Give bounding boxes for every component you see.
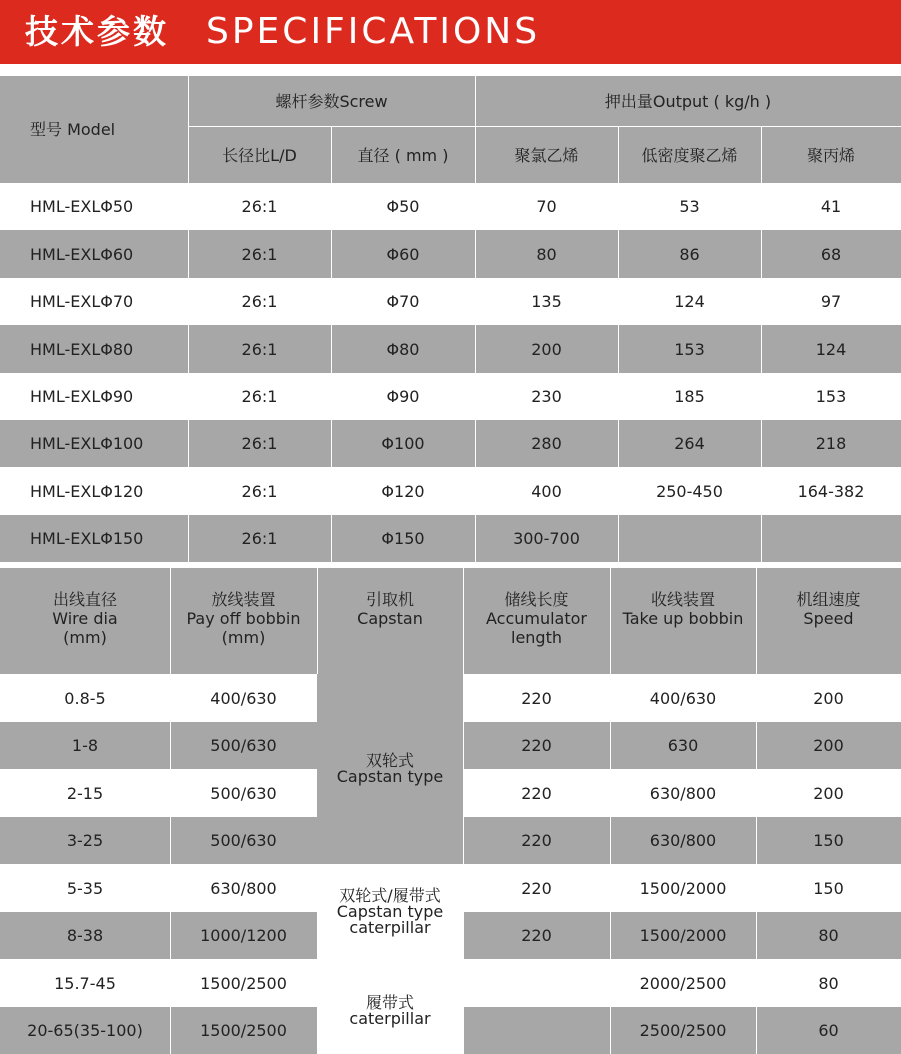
table2-header-line: Accumulator — [485, 609, 587, 628]
table2-cell: 630/800 — [649, 783, 717, 803]
table2-cell: 1500/2500 — [200, 973, 287, 993]
table2-header-line: (mm) — [221, 628, 266, 647]
table1-cell: 153 — [674, 339, 705, 359]
table2-cell: 3-25 — [66, 831, 104, 850]
table1-cell: 164-382 — [797, 481, 865, 501]
sub-header: 聚氯乙烯 — [514, 145, 579, 165]
divider — [756, 817, 757, 864]
table2-cell: 500/630 — [210, 783, 277, 803]
capstan-type-cell-line: Capstan type — [336, 767, 444, 786]
capstan-type-cell — [317, 674, 463, 864]
table2-cell: 400/630 — [649, 688, 717, 708]
table2-cell: 630/800 — [210, 878, 277, 898]
table2-cell: 220 — [521, 878, 552, 898]
table1-cell: 218 — [815, 434, 847, 453]
table2-header — [756, 568, 901, 674]
screw-header: 螺杆参数Screw — [275, 91, 388, 111]
title-zh: 技术参数 — [25, 12, 169, 51]
table1-cell: HML-EXLΦ120 — [30, 481, 144, 501]
table1-cell: HML-EXLΦ60 — [30, 244, 134, 264]
table2-cell — [463, 1007, 610, 1054]
table1-cell: 280 — [531, 434, 562, 453]
table2-header-line: Pay off bobbin — [186, 609, 301, 628]
table1-cell: Φ80 — [386, 339, 420, 359]
table1-cell: 86 — [679, 244, 700, 264]
divider — [610, 912, 611, 959]
divider — [756, 1007, 757, 1054]
capstan-type-cell-line: caterpillar — [349, 1009, 431, 1028]
table2-cell: 20-65(35-100) — [27, 1021, 143, 1040]
table1-cell: 97 — [820, 292, 842, 311]
table2-cell: 220 — [521, 688, 552, 708]
table2-header-line: length — [511, 628, 562, 647]
table1-cell: Φ90 — [386, 387, 420, 406]
divider — [618, 420, 619, 467]
divider — [618, 325, 619, 373]
sub-header: 直径 ( mm ) — [357, 145, 449, 165]
table2-cell: 1000/1200 — [200, 926, 287, 945]
table2-cell: 220 — [521, 926, 552, 945]
table2-cell: 200 — [813, 783, 844, 803]
table2-header — [610, 568, 756, 674]
table2-cell: 220 — [521, 783, 552, 803]
divider — [618, 127, 619, 183]
table2-header-line: 储线长度 — [504, 590, 569, 609]
divider — [761, 420, 762, 467]
table2-header-line: 放线装置 — [211, 590, 276, 609]
capstan-type-cell — [317, 864, 463, 959]
table2-cell: 2000/2500 — [639, 973, 727, 993]
divider — [463, 568, 464, 674]
table1-cell: 26:1 — [241, 292, 278, 311]
divider — [463, 817, 464, 864]
table1-cell: HML-EXLΦ150 — [30, 529, 144, 548]
table1-cell — [618, 515, 761, 562]
table2-cell: 60 — [818, 1021, 839, 1040]
capstan-type-cell — [317, 959, 463, 1054]
table1-cell: 26:1 — [241, 481, 278, 501]
table2-header-line: Capstan — [357, 609, 423, 628]
table1-cell: 68 — [820, 244, 842, 264]
table1-cell: Φ60 — [386, 244, 420, 264]
table1-cell: 124 — [815, 339, 847, 359]
divider — [475, 420, 476, 467]
table1-cell: HML-EXLΦ80 — [30, 339, 134, 359]
table1-cell: 200 — [531, 339, 562, 359]
table1-cell: HML-EXLΦ90 — [30, 387, 134, 406]
table2-header — [0, 568, 170, 674]
divider — [610, 817, 611, 864]
table1-cell: 135 — [531, 292, 562, 311]
capstan-type-cell-line: 履带式 — [365, 993, 414, 1012]
table2-cell — [463, 959, 610, 1007]
divider — [756, 912, 757, 959]
table1-cell: 70 — [536, 197, 557, 216]
divider — [610, 1007, 611, 1054]
table1-cell: HML-EXLΦ70 — [30, 292, 134, 311]
output-header: 押出量Output ( kg/h ) — [604, 91, 772, 111]
table1-cell: 26:1 — [241, 244, 278, 264]
divider — [188, 76, 189, 183]
divider — [756, 568, 757, 674]
table1-cell: 185 — [674, 387, 705, 406]
table2-cell: 1500/2500 — [200, 1021, 287, 1040]
divider — [170, 912, 171, 959]
table2-cell: 0.8-5 — [64, 688, 106, 708]
table2-cell: 400/630 — [210, 688, 277, 708]
divider — [317, 568, 318, 674]
capstan-type-cell-line: Capstan type — [336, 901, 444, 921]
table2-header-line: 机组速度 — [796, 590, 861, 609]
capstan-type-cell-line: caterpillar — [349, 917, 431, 937]
sub-header: 低密度聚乙烯 — [641, 145, 738, 165]
table2-cell: 500/630 — [210, 736, 277, 755]
table2-cell: 80 — [818, 973, 839, 993]
table2-cell: 630/800 — [649, 831, 717, 850]
divider — [463, 912, 464, 959]
table1-cell: 124 — [674, 292, 705, 311]
table2-cell: 5-35 — [66, 878, 104, 898]
divider — [475, 515, 476, 562]
table1-cell: 80 — [536, 244, 557, 264]
table1-cell: 153 — [815, 387, 847, 406]
divider — [331, 515, 332, 562]
table1-cell: 41 — [820, 197, 842, 216]
table1-cell: Φ150 — [381, 529, 425, 548]
table1-cell: 400 — [531, 481, 562, 501]
divider — [170, 817, 171, 864]
divider — [761, 127, 762, 183]
table1-cell: 26:1 — [241, 339, 278, 359]
table2-cell: 8-38 — [66, 926, 104, 945]
divider — [756, 722, 757, 769]
table1-cell: Φ50 — [386, 197, 420, 216]
divider — [331, 420, 332, 467]
table2-header-line: Speed — [803, 609, 854, 628]
divider — [761, 325, 762, 373]
table1-cell: Φ100 — [381, 434, 425, 453]
table1-cell: 26:1 — [241, 529, 278, 548]
capstan-type-cell-line: 双轮式 — [365, 751, 414, 770]
table2-header — [170, 568, 317, 674]
table2-cell: 500/630 — [210, 831, 277, 850]
sub-header: 长径比L/D — [222, 145, 297, 165]
table2-header-line: 引取机 — [365, 590, 414, 609]
table1-cell: HML-EXLΦ100 — [30, 434, 144, 453]
divider — [170, 722, 171, 769]
table2-cell: 150 — [813, 831, 844, 850]
divider — [463, 722, 464, 769]
table1-cell: 26:1 — [241, 197, 278, 216]
model-header: 型号 Model — [30, 120, 116, 139]
table2-header — [463, 568, 610, 674]
divider — [475, 325, 476, 373]
divider — [331, 230, 332, 278]
divider — [475, 230, 476, 278]
divider — [331, 325, 332, 373]
header-banner — [0, 0, 901, 64]
table2-cell: 220 — [521, 831, 552, 850]
table2-cell: 80 — [818, 926, 839, 945]
divider — [188, 420, 189, 467]
table1-cell: 300-700 — [513, 529, 580, 548]
table1-cell: Φ120 — [381, 481, 425, 501]
table2-header-line: (mm) — [63, 628, 107, 647]
table2-header-line: Take up bobbin — [622, 609, 744, 628]
table1-cell: 53 — [679, 197, 700, 216]
table2-header-line: 出线直径 — [52, 590, 117, 609]
table1-cell: 26:1 — [241, 434, 278, 453]
table2-cell: 220 — [521, 736, 552, 755]
divider — [761, 515, 762, 562]
table2-header-line: Wire dia — [52, 609, 118, 628]
divider — [188, 230, 189, 278]
table2-cell: 1500/2000 — [639, 926, 727, 945]
table2-header-line: 收线装置 — [650, 590, 715, 609]
table1-cell: HML-EXLΦ50 — [30, 197, 134, 216]
table2-cell: 200 — [813, 736, 844, 755]
table2-cell: 2-15 — [66, 783, 104, 803]
title-en: SPECIFICATIONS — [206, 11, 541, 52]
table2-cell: 200 — [813, 688, 844, 708]
divider — [610, 722, 611, 769]
divider — [761, 230, 762, 278]
sub-header: 聚丙烯 — [806, 145, 855, 165]
capstan-type-cell-line: 双轮式/履带式 — [339, 885, 441, 905]
divider — [170, 568, 171, 674]
divider — [463, 1007, 464, 1054]
table1-cell: 26:1 — [241, 387, 278, 406]
table2-cell: 2500/2500 — [639, 1021, 727, 1040]
divider — [618, 515, 619, 562]
table2-cell: 630 — [667, 736, 699, 755]
divider — [188, 325, 189, 373]
divider — [331, 127, 332, 183]
table1-cell: 250-450 — [656, 481, 723, 501]
table1-cell: 230 — [531, 387, 562, 406]
divider — [188, 515, 189, 562]
table2-cell: 1-8 — [71, 736, 99, 755]
table2-header — [317, 568, 463, 674]
table2-cell: 15.7-45 — [54, 973, 116, 993]
table2-cell: 150 — [813, 878, 844, 898]
divider — [610, 568, 611, 674]
divider — [170, 1007, 171, 1054]
table1-cell: Φ70 — [386, 292, 420, 311]
divider — [618, 230, 619, 278]
table2-cell: 1500/2000 — [639, 878, 727, 898]
divider — [475, 76, 476, 183]
table1-cell: 264 — [674, 434, 705, 453]
table1-cell — [761, 515, 901, 562]
